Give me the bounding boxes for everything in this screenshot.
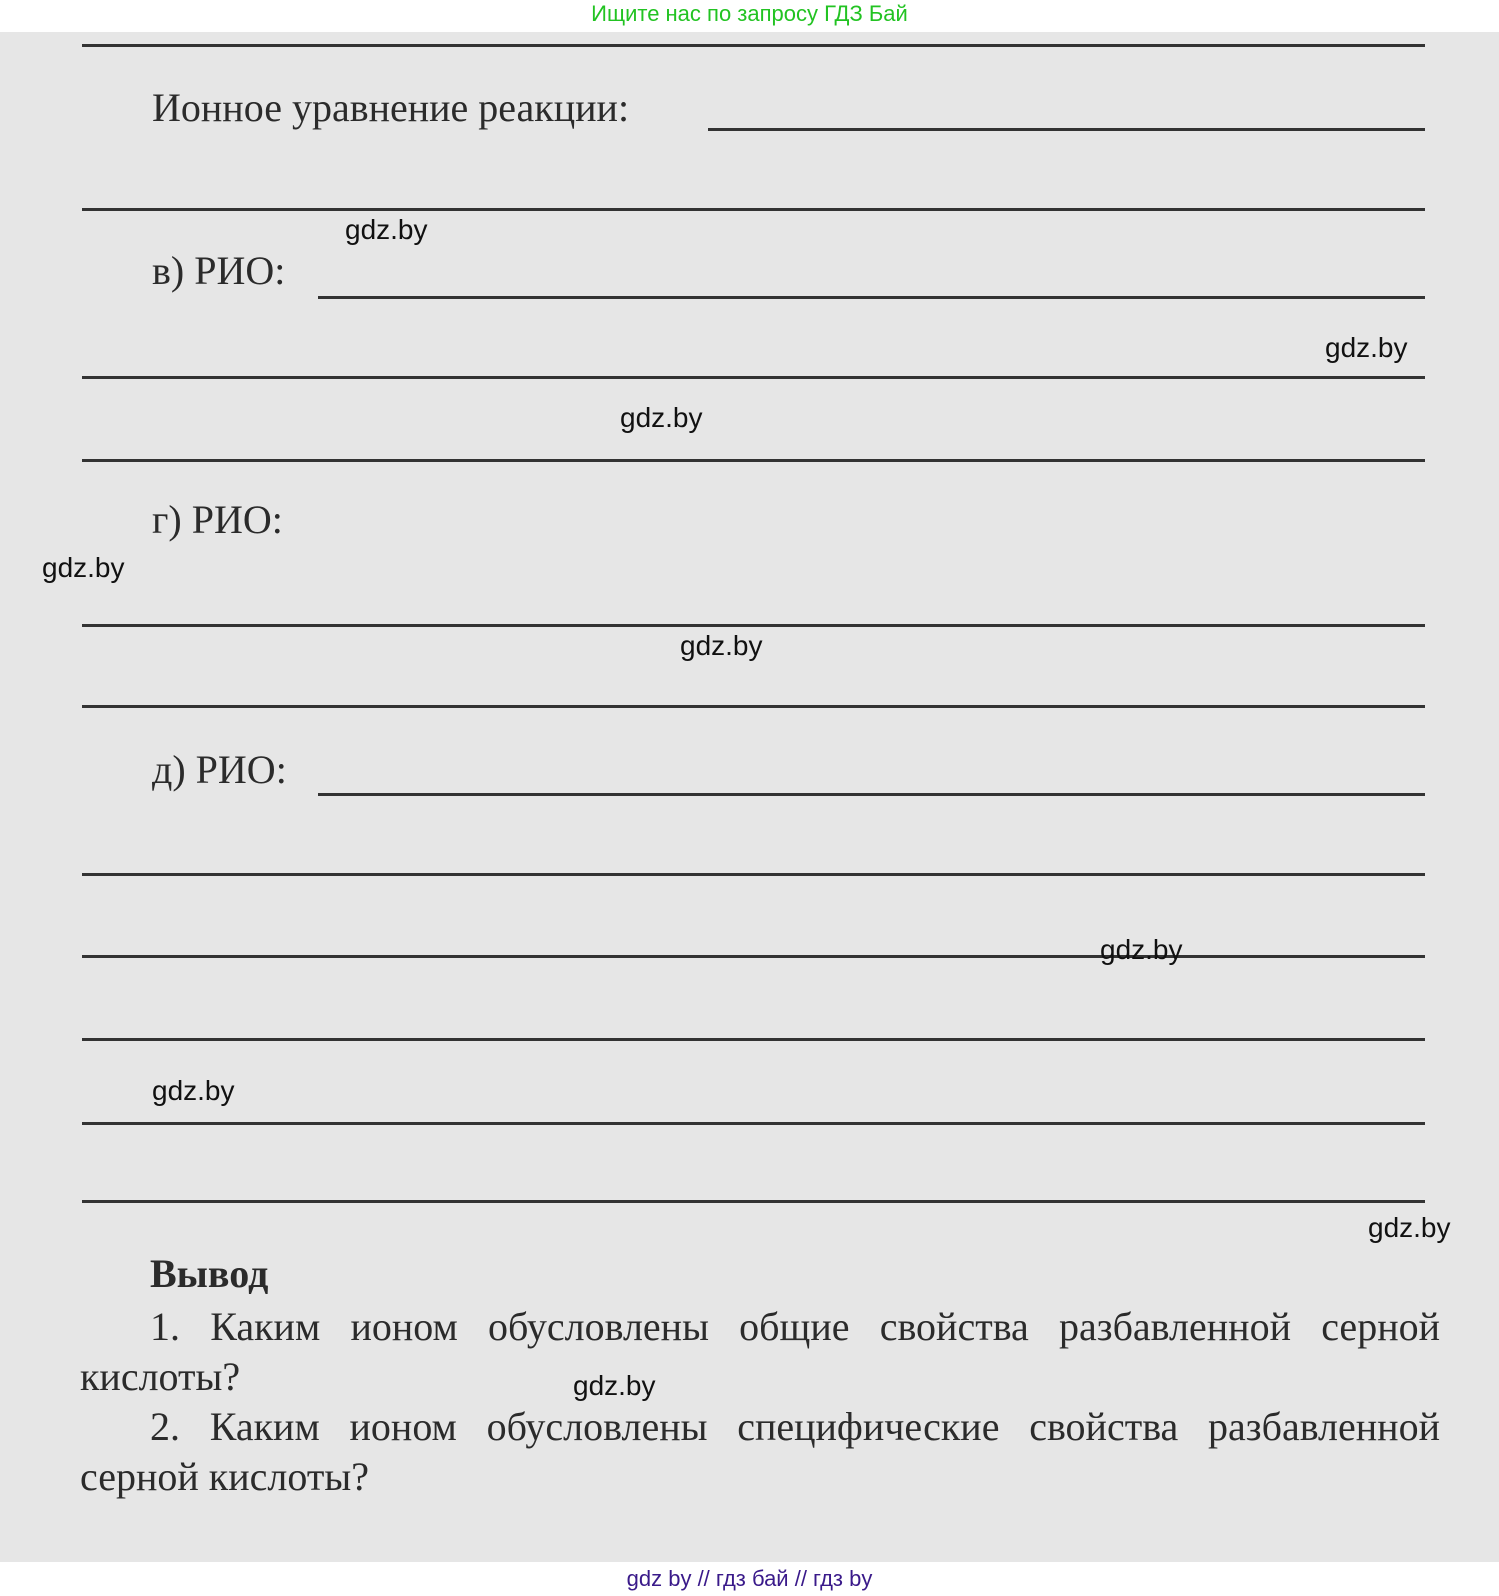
watermark: gdz.by bbox=[1368, 1212, 1451, 1243]
answer-line bbox=[82, 705, 1425, 708]
watermark: gdz.by bbox=[680, 630, 763, 661]
answer-line bbox=[82, 44, 1425, 47]
item-d-label: д) РИО: bbox=[152, 747, 287, 792]
watermark: gdz.by bbox=[42, 552, 125, 583]
answer-line bbox=[318, 793, 1425, 796]
watermark: gdz.by bbox=[1100, 934, 1183, 965]
answer-line bbox=[708, 128, 1425, 131]
watermark: gdz.by bbox=[573, 1370, 656, 1401]
answer-line bbox=[82, 955, 1425, 958]
item-g-label: г) РИО: bbox=[152, 497, 283, 542]
ionic-equation-label: Ионное уравнение реакции: bbox=[152, 85, 630, 130]
conclusion-question-1: 1. Каким ионом обусловлены общие свойства разбавленной серной кислоты? bbox=[80, 1304, 1440, 1399]
answer-line bbox=[82, 208, 1425, 211]
answer-line bbox=[82, 459, 1425, 462]
top-banner[interactable]: Ищите нас по запросу ГДЗ Бай bbox=[591, 1, 908, 26]
answer-line bbox=[82, 1122, 1425, 1125]
answer-line bbox=[82, 376, 1425, 379]
watermark: gdz.by bbox=[152, 1075, 235, 1106]
bottom-banner[interactable]: gdz by // гдз бай // гдз by bbox=[626, 1566, 873, 1591]
conclusion-title: Вывод bbox=[150, 1251, 269, 1296]
answer-line bbox=[318, 296, 1425, 299]
answer-line bbox=[82, 873, 1425, 876]
answer-line bbox=[82, 1200, 1425, 1203]
watermark: gdz.by bbox=[1325, 332, 1408, 363]
answer-line bbox=[82, 1038, 1425, 1041]
conclusion-question-2: 2. Каким ионом обусловлены специфические свойства разбавленной серной кислоты? bbox=[80, 1404, 1440, 1499]
watermark: gdz.by bbox=[345, 214, 428, 245]
watermark: gdz.by bbox=[620, 402, 703, 433]
answer-line bbox=[82, 624, 1425, 627]
item-v-label: в) РИО: bbox=[152, 248, 286, 293]
worksheet-page bbox=[0, 32, 1499, 1562]
